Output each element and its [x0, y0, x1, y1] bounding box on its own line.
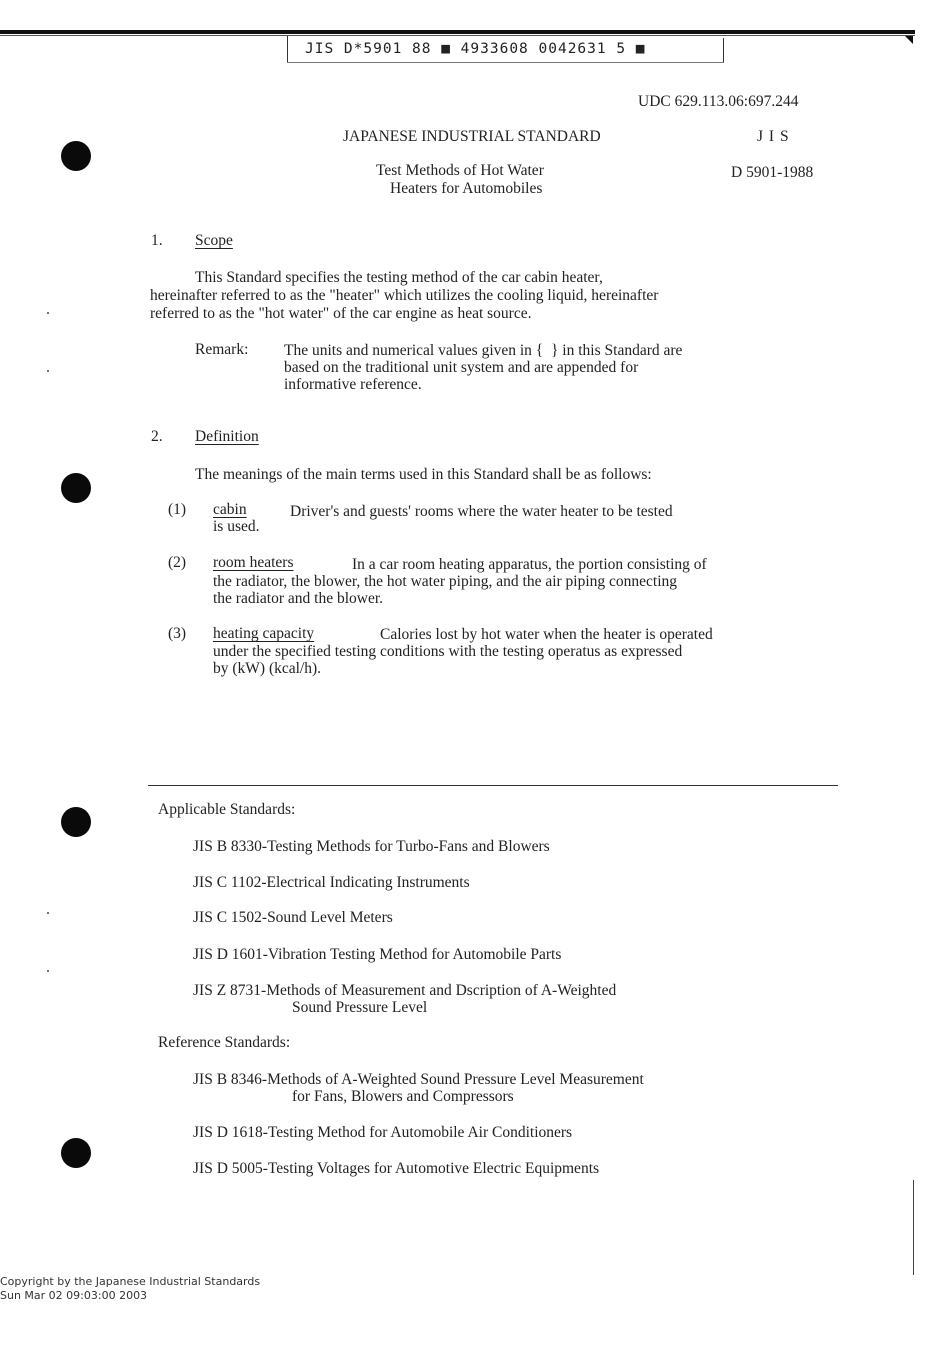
item-number: (3) — [168, 625, 187, 642]
item-number: (1) — [168, 501, 187, 518]
jis-mark: J I S — [757, 128, 790, 145]
definition-line: the radiator, the blower, the hot water piping, and the air piping connecting — [213, 573, 678, 590]
remark-label: Remark: — [195, 341, 249, 358]
applicable-standard: JIS C 1102-Electrical Indicating Instruments — [193, 874, 470, 891]
scan-corner-mark — [905, 36, 913, 44]
section-number: 1. — [151, 232, 163, 249]
title-line-1: Test Methods of Hot Water — [376, 162, 544, 179]
applicable-standards-label: Applicable Standards: — [158, 801, 296, 818]
reference-standard-continued: for Fans, Blowers and Compressors — [292, 1088, 514, 1105]
udc-number: UDC 629.113.06:697.244 — [638, 93, 799, 110]
definition-intro: The meanings of the main terms used in this Standard shall be as follows: — [195, 466, 652, 483]
scope-line: This Standard specifies the testing method of the car cabin heater, — [195, 269, 603, 286]
remark-line: The units and numerical values given in { } in this Standard are — [284, 342, 683, 359]
definition-line: the radiator and the blower. — [213, 590, 384, 607]
term-room-heaters: room heaters — [213, 554, 294, 571]
applicable-standard: JIS B 8330-Testing Methods for Turbo-Fans and Blowers — [193, 838, 550, 855]
remark-line: based on the traditional unit system and are appended for — [284, 359, 639, 376]
scope-line: hereinafter referred to as the "heater" which utilizes the cooling liquid, hereinafter — [150, 287, 659, 304]
copyright-line: Copyright by the Japanese Industrial Standards — [0, 1275, 261, 1288]
standard-number: D 5901-1988 — [731, 164, 814, 181]
remark-line: informative reference. — [284, 376, 422, 393]
scan-edge-line — [913, 1180, 914, 1275]
reference-standards-label: Reference Standards: — [158, 1034, 291, 1051]
scope-line: referred to as the "hot water" of the car engine as heat source. — [150, 305, 532, 322]
header-right-tick — [723, 38, 724, 62]
definition-line: is used. — [213, 518, 260, 535]
punch-hole — [61, 1138, 91, 1168]
scan-speck — [47, 970, 49, 972]
footnote-divider — [148, 785, 838, 786]
term-cabin: cabin — [213, 501, 247, 518]
section-heading-definition: Definition — [195, 428, 259, 445]
applicable-standard: JIS Z 8731-Methods of Measurement and Dscription of A-Weighted — [193, 982, 617, 999]
scan-top-bar — [0, 30, 915, 34]
header-left-tick — [287, 36, 288, 62]
header-code: JIS D*5901 88 ■ 4933608 0042631 5 ■ — [305, 41, 646, 57]
applicable-standard: JIS C 1502-Sound Level Meters — [193, 909, 393, 926]
definition-line: Driver's and guests' rooms where the water heater to be tested — [290, 503, 673, 520]
term-heating-capacity: heating capacity — [213, 625, 315, 642]
header-underline — [287, 62, 724, 63]
scan-speck — [47, 312, 49, 314]
punch-hole — [61, 141, 91, 171]
punch-hole — [61, 473, 91, 503]
applicable-standard: JIS D 1601-Vibration Testing Method for Automobile Parts — [193, 946, 562, 963]
reference-standard: JIS D 5005-Testing Voltages for Automotive Electric Equipments — [193, 1160, 600, 1177]
definition-line: Calories lost by hot water when the heater is operated — [380, 626, 713, 643]
title-line-2: Heaters for Automobiles — [390, 180, 543, 197]
definition-line: In a car room heating apparatus, the portion consisting of — [352, 556, 707, 573]
section-heading-scope: Scope — [195, 232, 233, 249]
print-timestamp: Sun Mar 02 09:03:00 2003 — [0, 1289, 148, 1302]
section-number: 2. — [151, 428, 163, 445]
scan-top-line — [0, 35, 915, 36]
applicable-standard-continued: Sound Pressure Level — [292, 999, 428, 1016]
punch-hole — [61, 807, 91, 837]
reference-standard: JIS B 8346-Methods of A-Weighted Sound Pressure Level Measurement — [193, 1071, 644, 1088]
scan-speck — [47, 370, 49, 372]
reference-standard: JIS D 1618-Testing Method for Automobile Air Conditioners — [193, 1124, 573, 1141]
standard-label: JAPANESE INDUSTRIAL STANDARD — [343, 128, 601, 145]
definition-line: under the specified testing conditions with the testing operatus as expressed — [213, 643, 683, 660]
item-number: (2) — [168, 554, 187, 571]
definition-line: by (kW) (kcal/h). — [213, 660, 322, 677]
scan-speck — [47, 912, 49, 914]
